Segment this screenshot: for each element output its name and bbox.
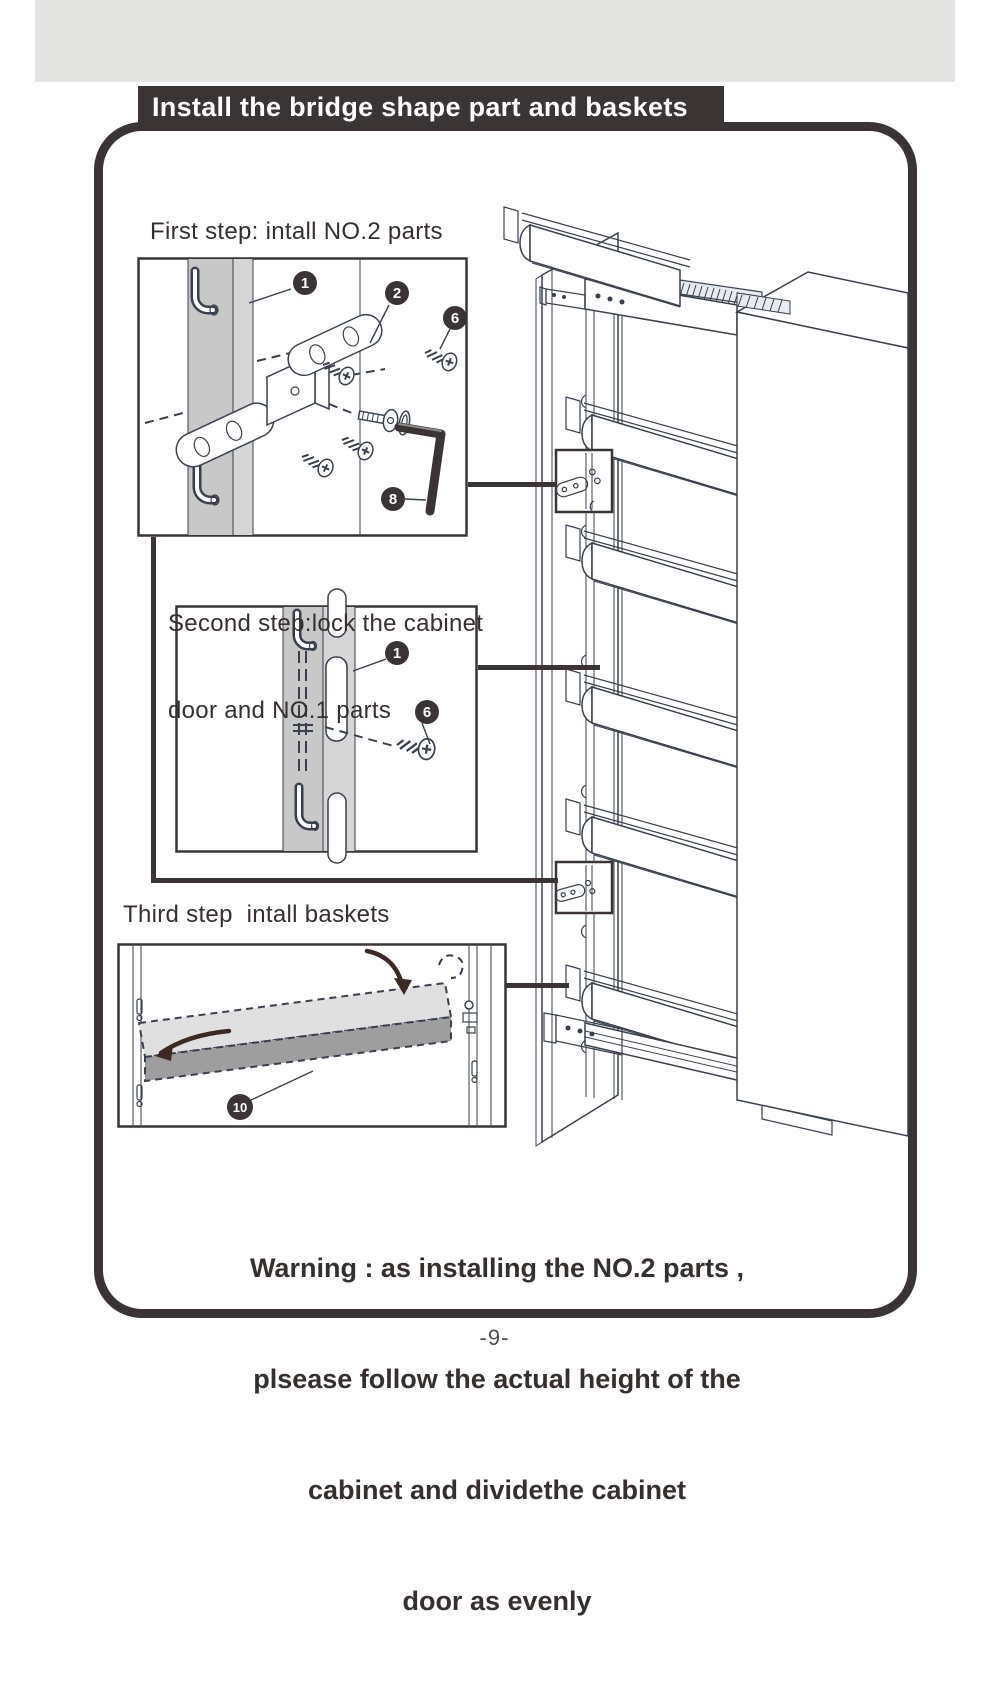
callout-part6-badge: 6: [443, 306, 467, 330]
step-three-diagram: [117, 943, 507, 1128]
connector-step1-vertical: [151, 537, 156, 883]
callout-part10-badge: 10: [227, 1094, 253, 1120]
page-number: -9-: [479, 1325, 510, 1350]
step-one-heading: First step: intall NO.2 parts: [150, 218, 443, 245]
warning-line1: Warning : as installing the NO.2 parts ,: [249, 1253, 745, 1283]
warning-line4: door as evenly: [402, 1586, 592, 1616]
bracket-detail-box-upper: [553, 450, 612, 512]
step-one-diagram: [137, 257, 468, 537]
step-two-heading-line2: door and NO.1 parts: [168, 697, 392, 724]
section-title-bar: [138, 86, 724, 128]
warning-text: [140, 1176, 854, 1694]
step-two-heading-line1: Second step:lock the cabinet: [168, 610, 484, 637]
warning-line3: cabinet and dividethe cabinet: [307, 1475, 687, 1505]
connector-step2-to-rail: [478, 665, 600, 670]
bracket-detail-box-lower: [554, 862, 612, 913]
callout-part8-badge: 8: [381, 487, 405, 511]
callout-part2-badge: 2: [385, 281, 409, 305]
connector-to-lower-bracket: [151, 878, 558, 883]
warning-line2: plsease follow the actual height of the: [253, 1364, 741, 1394]
step-three-heading: Third step intall baskets: [123, 901, 390, 928]
connector-step1-to-bracket: [468, 482, 556, 487]
callout-part6-badge: 6: [415, 700, 439, 724]
section-title: Install the bridge shape part and baskets: [152, 92, 688, 122]
step-two-heading: [168, 551, 483, 783]
cabinet-body: [737, 272, 908, 1136]
connector-step3-to-basket: [505, 983, 569, 988]
pullout-pantry-illustration: [530, 225, 908, 1145]
callout-part1-badge: 1: [385, 641, 409, 665]
callout-part1-badge: 1: [293, 271, 317, 295]
top-gray-band: [35, 0, 955, 82]
